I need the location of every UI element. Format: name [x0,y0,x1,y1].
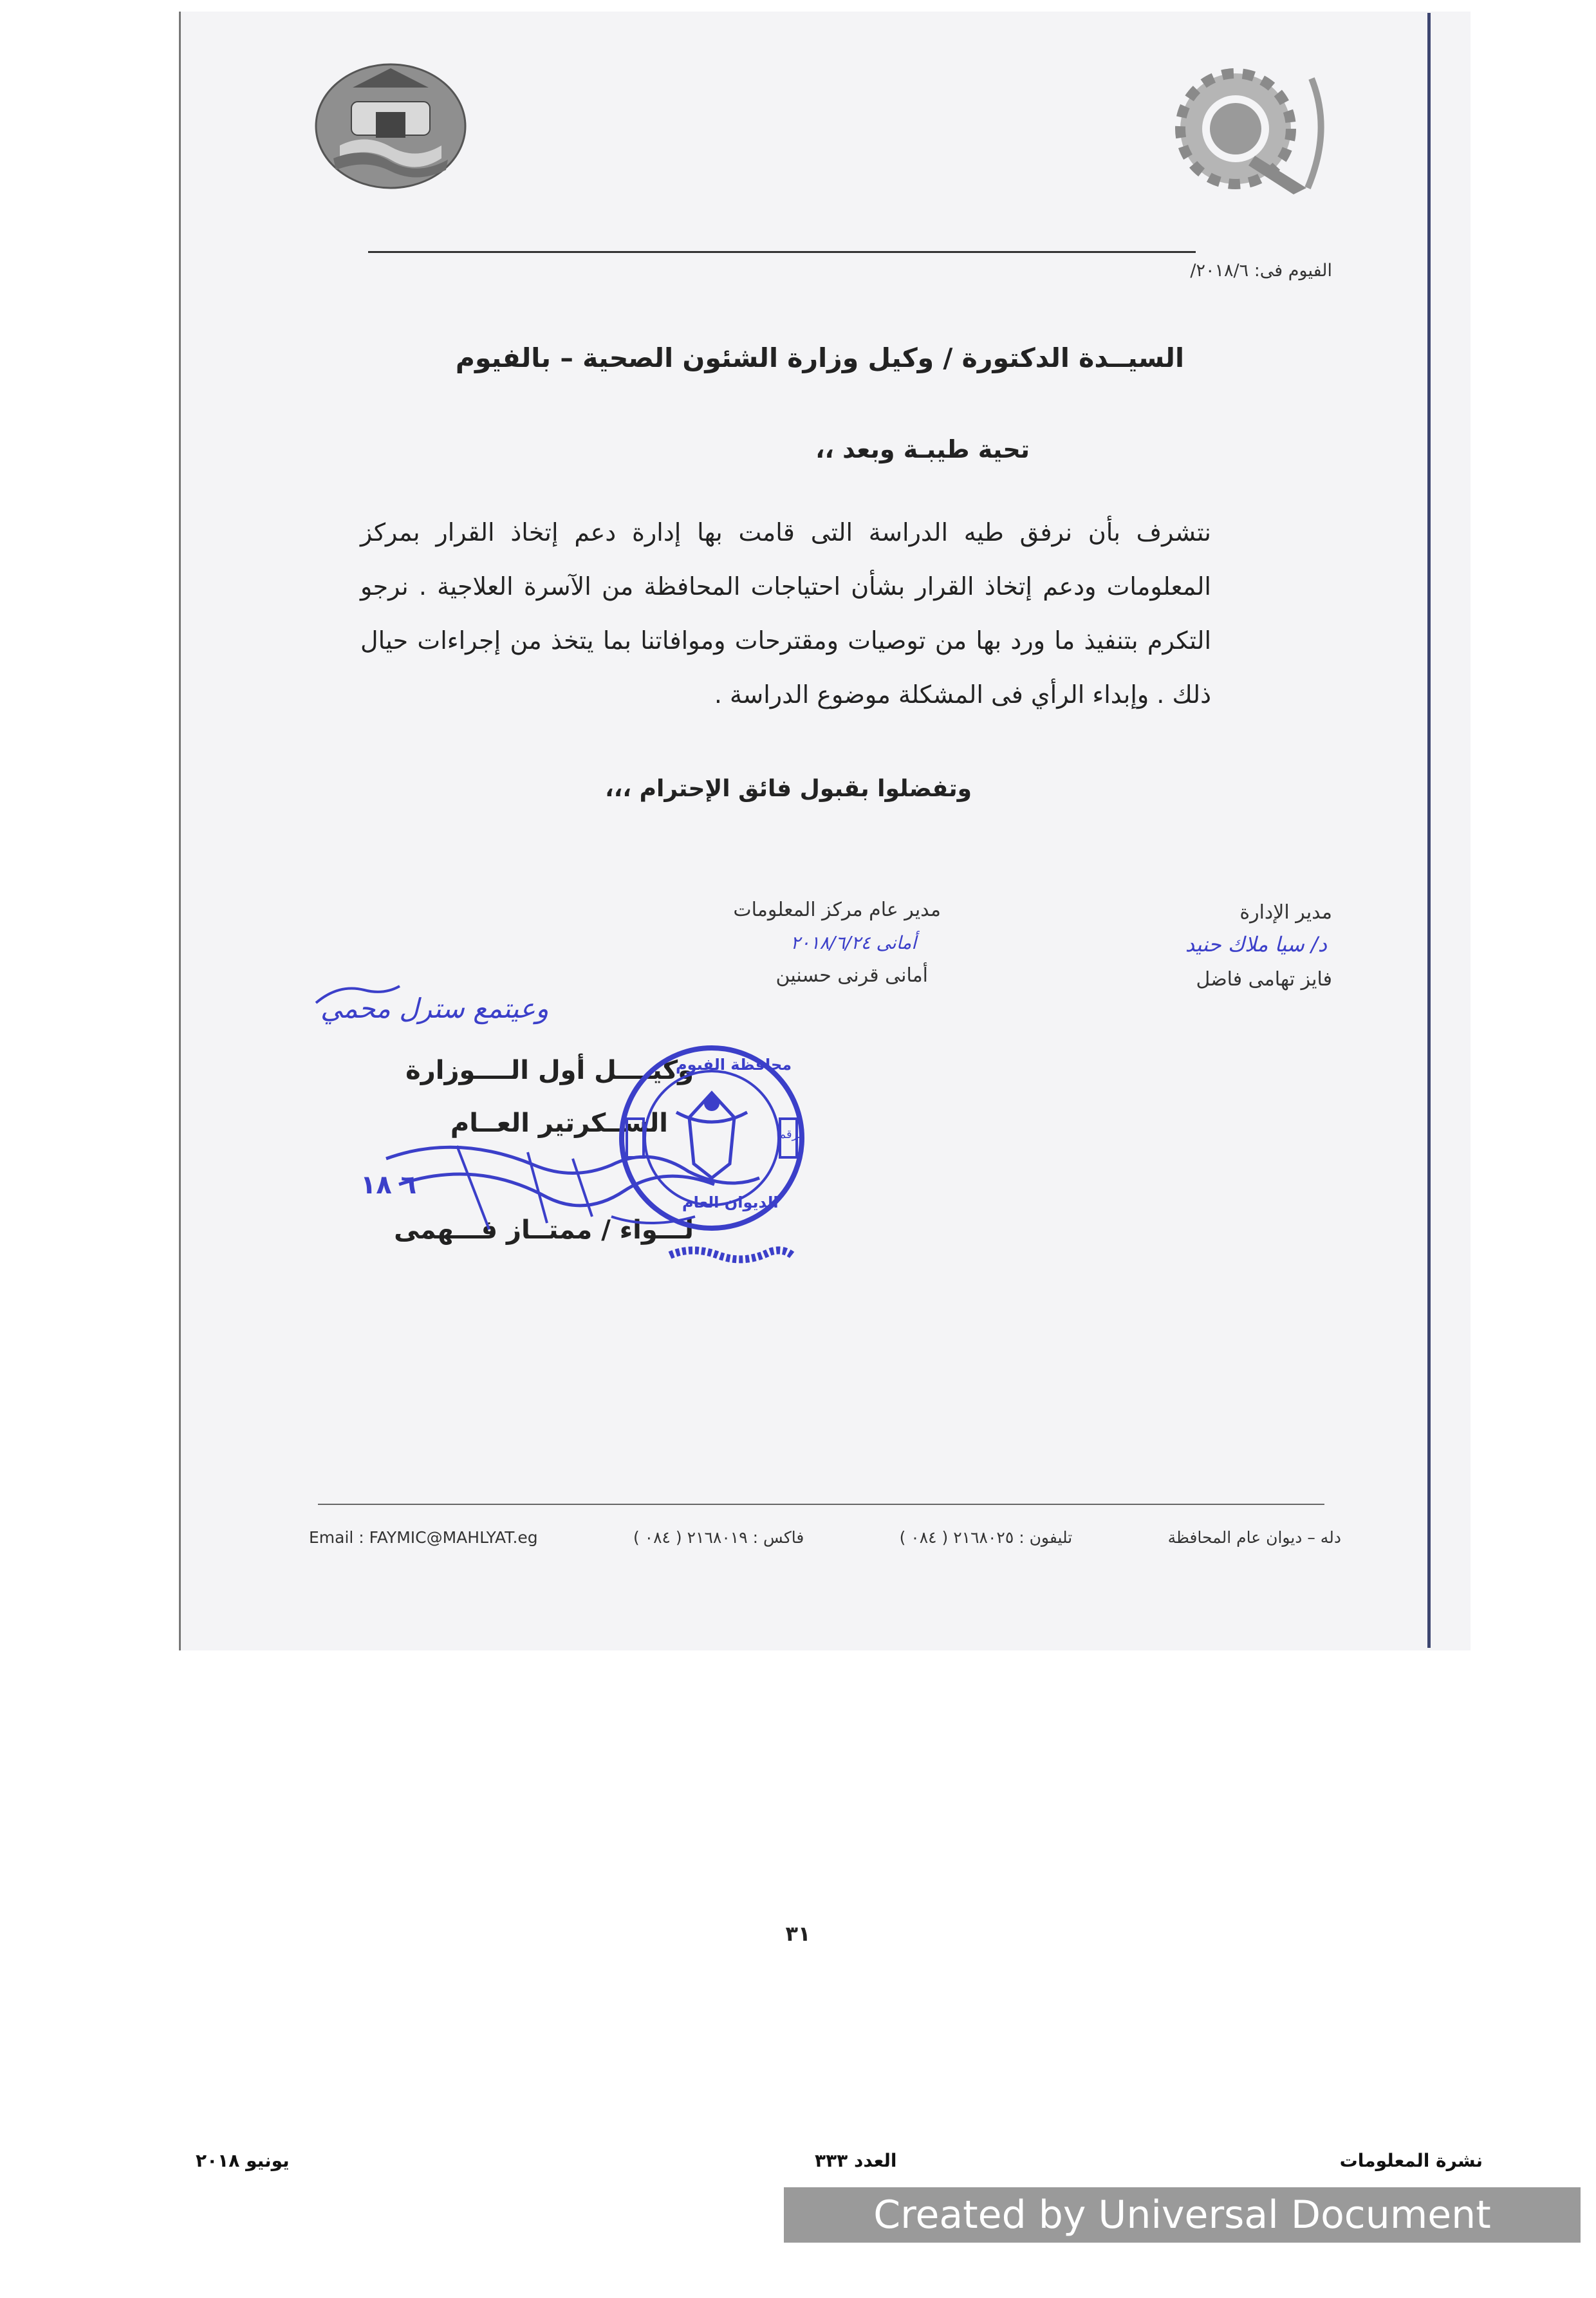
official-title-line1: وكيــــل أول الــــوزارة [405,1056,694,1085]
greeting: تحية طيبـة وبعد ،، [815,435,1030,463]
scanned-letter-sheet [179,12,1471,1650]
right-handwritten-signature: د/ سيا ملاك حنيد [1185,932,1327,957]
footer-phone: تليفون : ٢١٦٨٠٢٥ ( ٠٨٤ ) [899,1528,1073,1547]
page-footer-publication: نشرة المعلومات [1339,2150,1483,2171]
closing-line: وتفضلوا بقبول فائق الإحترام ،،، [605,776,972,802]
center-signatory-title: مدير عام مركز المعلومات [733,899,941,921]
footer-fax: فاكس : ٢١٦٨٠١٩ ( ٠٨٤ ) [633,1528,804,1547]
footer-rule [318,1504,1324,1505]
header-rule [368,251,1196,253]
footer-address: دله – ديوان عام المحافظة [1167,1528,1341,1547]
center-signatory-name: أمانى قرنى حسنين [775,964,928,987]
letter-body: نتشرف بأن نرفق طيه الدراسة التى قامت بها إدارة دعم إتخاذ القرار بمركز المعلومات ودعم إتخاذ القرار بشأن احتياجات المحافظة من الآسرة العلاجية . نرجو التكرم بتنفيذ ما ورد بها من توصيات ومقترحات وموافاتنا بما يتخذ من إجراءات حيال ذلك . وإبداء الرأي فى المشكلة موضوع الدراسة . [360,518,1211,709]
page-number: ٣١ [785,1921,811,1946]
footer-contact [309,1528,1341,1547]
converter-watermark: Created by Universal Document Converter [784,2187,1581,2243]
handwritten-note: وعيتمع سترل محمي [320,993,549,1024]
handwriting-stroke-icon [313,977,403,1016]
official-name: لـــواء / ممتــاز فـــهمى [394,1215,694,1245]
stamp-inner-text: الديوان العام [682,1193,779,1211]
center-handwritten-signature: أمانى ٢٠١٨/٦/٢٤ [790,932,916,953]
stamp-outer-text: محافظة الفيوم [676,1056,792,1074]
addressee: السيــدة الدكتورة / وكيل وزارة الشئون الصحية – بالفيوم [455,342,1184,373]
date-line: الفيوم فى: ٢٠١٨/٦/ [1190,261,1332,281]
page-footer-issue: العدد ٣٣٣ [815,2150,897,2171]
sheet-edge [1427,13,1431,1648]
page-footer-date: يونيو ٢٠١٨ [196,2150,290,2171]
footer-email: Email : FAYMIC@MAHLYAT.eg [309,1528,538,1547]
fayoum-governorate-logo-icon [314,62,467,191]
info-center-gear-logo-icon [1158,59,1340,202]
official-date-mark: ٦ ١٨ [360,1170,417,1200]
right-signatory-name: فايز تهامى فاضل [1196,968,1332,991]
stamp-side-marks: الرقم [779,1128,806,1141]
right-signatory-title: مدير الإدارة [1239,901,1332,924]
official-title-line2: الســكرتير العــام [450,1108,668,1138]
stamp-smudge-icon [667,1242,795,1268]
